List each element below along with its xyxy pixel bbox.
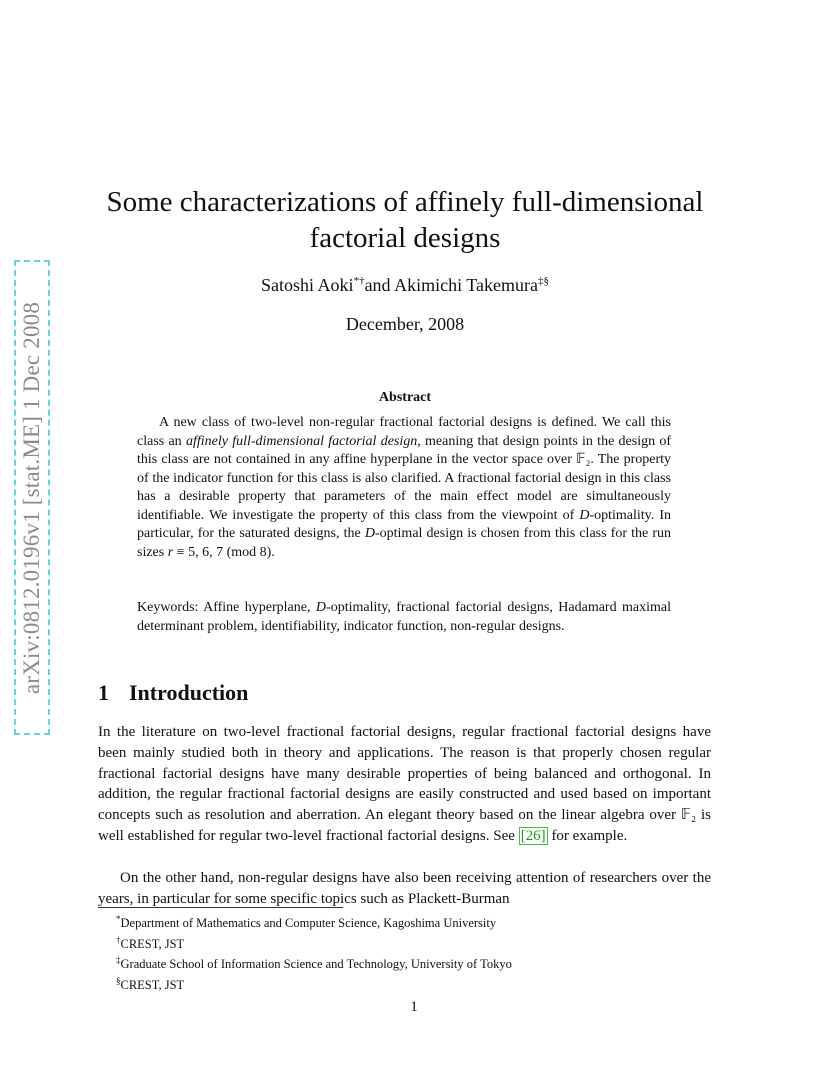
title-line-1: Some characterizations of affinely full-dimensional — [106, 186, 704, 218]
intro-paragraph-1-text-b: for example. — [547, 827, 628, 844]
citation-link[interactable]: [26] — [520, 827, 546, 844]
abstract-text-1: A new class of two-level non-regular fractional factorial designs is defined. We call this class an — [137, 415, 671, 449]
publication-date: December, 2008 — [345, 314, 465, 334]
author-1-name: Satoshi Aoki — [261, 275, 354, 295]
abstract-emphasis-2: D — [579, 507, 590, 523]
footnote-4-mark: § — [116, 975, 121, 986]
abstract-emphasis-3: D — [364, 526, 375, 541]
abstract-emphasis-1: affinely full-dimensional factorial design — [185, 433, 418, 449]
footnote-1 — [116, 911, 512, 932]
footnote-3-text: Graduate School of Information Science and Technology, University of Tokyo — [120, 957, 512, 972]
author-conjunction: and — [364, 275, 391, 295]
paper-title — [100, 184, 710, 256]
abstract-heading: Abstract — [378, 390, 432, 405]
abstract-body — [137, 414, 671, 562]
footnotes — [116, 911, 512, 994]
abstract-text-3: -optimality. In particular, for the saturated designs, the — [137, 507, 672, 541]
section-title: Introduction — [129, 680, 249, 705]
abstract-text-5: ≡ 5, 6, 7 (mod 8). — [173, 544, 275, 560]
arxiv-sidebar-stamp[interactable] — [14, 260, 50, 735]
author-2-name: Akimichi Takemura — [394, 275, 538, 295]
footnote-4-text: CREST, JST — [120, 978, 185, 993]
footnote-3-mark: ‡ — [116, 955, 121, 966]
intro-paragraph-1 — [98, 722, 711, 847]
footnote-divider — [98, 907, 343, 908]
keywords-text-2: -optimality, fractional factorial designs, Hadamard maximal determinant problem, identifiability, indicator function, non-regular designs. — [137, 600, 671, 634]
section-heading-introduction — [98, 680, 248, 706]
keywords-text-1: Keywords: Affine hyperplane, — [137, 600, 316, 615]
title-line-2: factorial designs — [309, 222, 501, 254]
page-number: 1 — [410, 999, 418, 1015]
abstract-emphasis-4: r — [167, 544, 174, 560]
intro-paragraph-1-text-a: In the literature on two-level fractional factorial designs, regular fractional factorial designs have been mainly studied both in theory and applications. The reason is that properly chosen regular fractional factorial designs have many desirable properties of being balanced and orthogonal. In addition, the regular fractional factorial designs are easily constructed and used based on important concepts such as resolution and aberration. An elegant theory based on the linear algebra over 𝔽₂ is well established for regular two-level fractional factorial designs. See — [98, 724, 711, 844]
section-number: 1 — [98, 680, 109, 705]
author-2-footnote-marks[interactable]: ‡§ — [537, 275, 549, 287]
keywords — [137, 599, 671, 636]
keywords-emphasis: D — [315, 600, 327, 615]
author-1-footnote-marks[interactable]: *† — [353, 275, 365, 287]
abstract-text-4: -optimal design is chosen from this class for the run sizes — [137, 526, 671, 560]
footnote-3 — [116, 952, 512, 973]
footnote-2 — [116, 932, 512, 953]
footnote-2-text: CREST, JST — [120, 936, 185, 951]
abstract-text-2: , meaning that design points in the design of this class are not contained in any affine hyperplane in the vector space over 𝔽₂. The property of the indicator function for this class is also clarified. A fractional factorial design in this class has a desirable property that parameters of the main effect model are simultaneously identifiable. We investigate the property of this class from the viewpoint of — [137, 433, 672, 523]
footnote-4 — [116, 973, 512, 994]
author-list — [100, 275, 710, 296]
intro-paragraph-2: On the other hand, non-regular designs have also been receiving attention of researchers over the years, in particular for some specific topics such as Plackett-Burman — [98, 870, 711, 907]
footnote-1-mark: * — [116, 914, 121, 924]
footnote-2-mark: † — [116, 934, 121, 945]
arxiv-identifier: arXiv:0812.0196v1 [stat.ME] 1 Dec 2008 — [19, 301, 44, 694]
footnote-1-text: Department of Mathematics and Computer Science, Kagoshima University — [120, 916, 497, 931]
